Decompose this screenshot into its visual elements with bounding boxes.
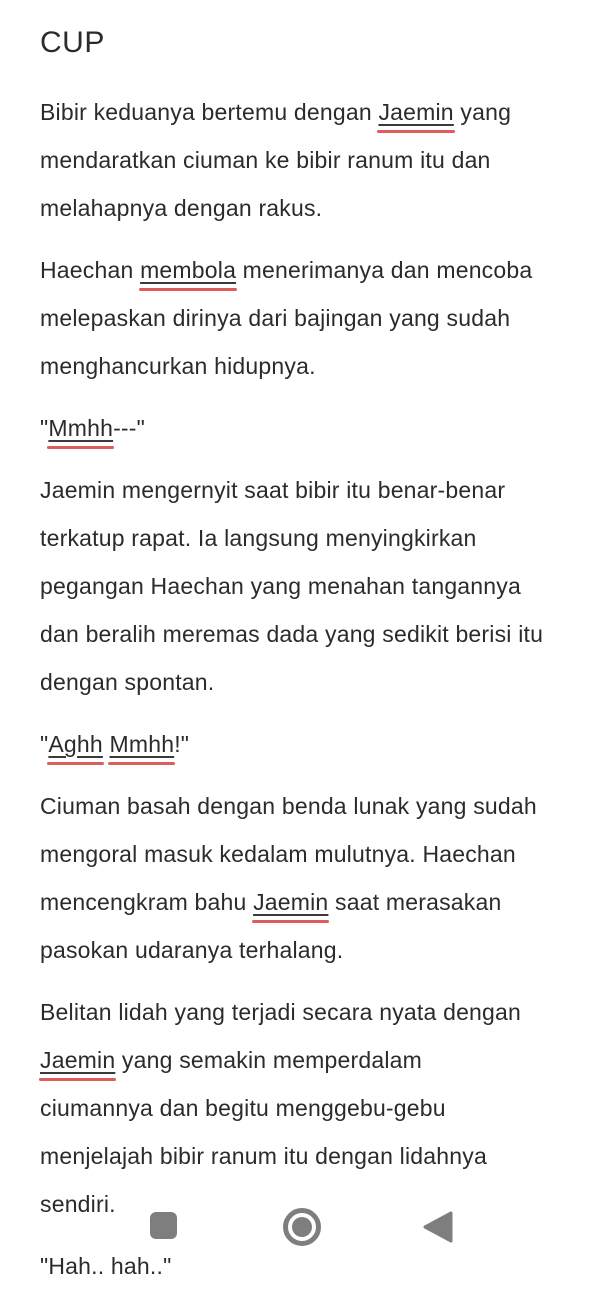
text-segment: terkatup rapat. Ia langsung menyingkirkan [40,525,477,551]
text-segment: " [40,415,49,441]
text-line [40,1084,560,1132]
home-circle-icon [283,1208,321,1246]
text-line [40,514,560,562]
text-segment: sendiri. [40,1191,116,1217]
paragraph [40,720,560,768]
text-segment: "Hah.. hah.." [40,1253,172,1279]
text-segment: mengoral masuk kedalam mulutnya. Haechan [40,841,516,867]
recents-button[interactable] [150,1212,177,1239]
text-segment: Haechan [40,257,141,283]
text-line [40,136,560,184]
text-line [40,988,560,1036]
text-segment: ---" [113,415,146,441]
text-line [40,720,560,768]
text-segment: Bibir keduanya bertemu dengan [40,99,379,125]
text-segment: Jaemin mengernyit saat bibir itu benar-benar [40,477,506,503]
back-button[interactable] [423,1211,453,1243]
text-segment: saat merasakan [328,889,502,915]
paragraph [40,246,560,390]
text-line [40,658,560,706]
paragraph [40,88,560,232]
text-segment: Belitan lidah yang terjadi secara nyata dengan [40,999,522,1025]
text-segment: melepaskan dirinya dari bajingan yang sudah [40,305,511,331]
android-navigation-bar [0,1206,600,1256]
paragraph [40,404,560,452]
text-line [40,88,560,136]
text-line [40,782,560,830]
text-line [40,830,560,878]
back-triangle-icon [423,1211,453,1243]
text-segment: mendaratkan ciuman ke bibir ranum itu dan [40,147,491,173]
paragraph [40,782,560,974]
text-segment: pasokan udaranya terhalang. [40,937,344,963]
text-segment: pegangan Haechan yang menahan tangannya [40,573,521,599]
text-line [40,1132,560,1180]
home-button[interactable] [283,1208,321,1246]
misspelled-word: Mmhh [109,731,175,757]
text-line [40,404,560,452]
text-segment: mencengkram bahu [40,889,254,915]
text-segment: menghancurkan hidupnya. [40,353,316,379]
misspelled-word: Jaemin [40,1047,116,1073]
chapter-title: CUP [40,26,105,59]
text-line [40,466,560,514]
paragraph [40,988,560,1228]
text-line [40,246,560,294]
text-line [40,926,560,974]
misspelled-word: Jaemin [253,889,329,915]
text-line [40,610,560,658]
recents-square-icon [150,1212,177,1239]
paragraph [40,466,560,706]
text-line [40,294,560,342]
text-segment: dengan spontan. [40,669,215,695]
text-line [40,184,560,232]
misspelled-word: Aghh [48,731,103,757]
misspelled-word: membola [140,257,237,283]
text-segment: ciumannya dan begitu menggebu-gebu [40,1095,446,1121]
text-segment: " [40,731,49,757]
text-line [40,1036,560,1084]
misspelled-word: Mmhh [48,415,114,441]
text-segment: yang semakin memperdalam [115,1047,423,1073]
text-segment: dan beralih meremas dada yang sedikit berisi itu [40,621,544,647]
text-segment: yang [453,99,512,125]
text-segment: melahapnya dengan rakus. [40,195,323,221]
text-line [40,562,560,610]
text-segment: menerimanya dan mencoba [236,257,533,283]
text-line [40,878,560,926]
text-line [40,342,560,390]
text-segment: Ciuman basah dengan benda lunak yang sudah [40,793,537,819]
paragraph-container [40,88,560,1290]
misspelled-word: Jaemin [378,99,454,125]
text-segment: menjelajah bibir ranum itu dengan lidahnya [40,1143,487,1169]
text-segment: !" [174,731,190,757]
